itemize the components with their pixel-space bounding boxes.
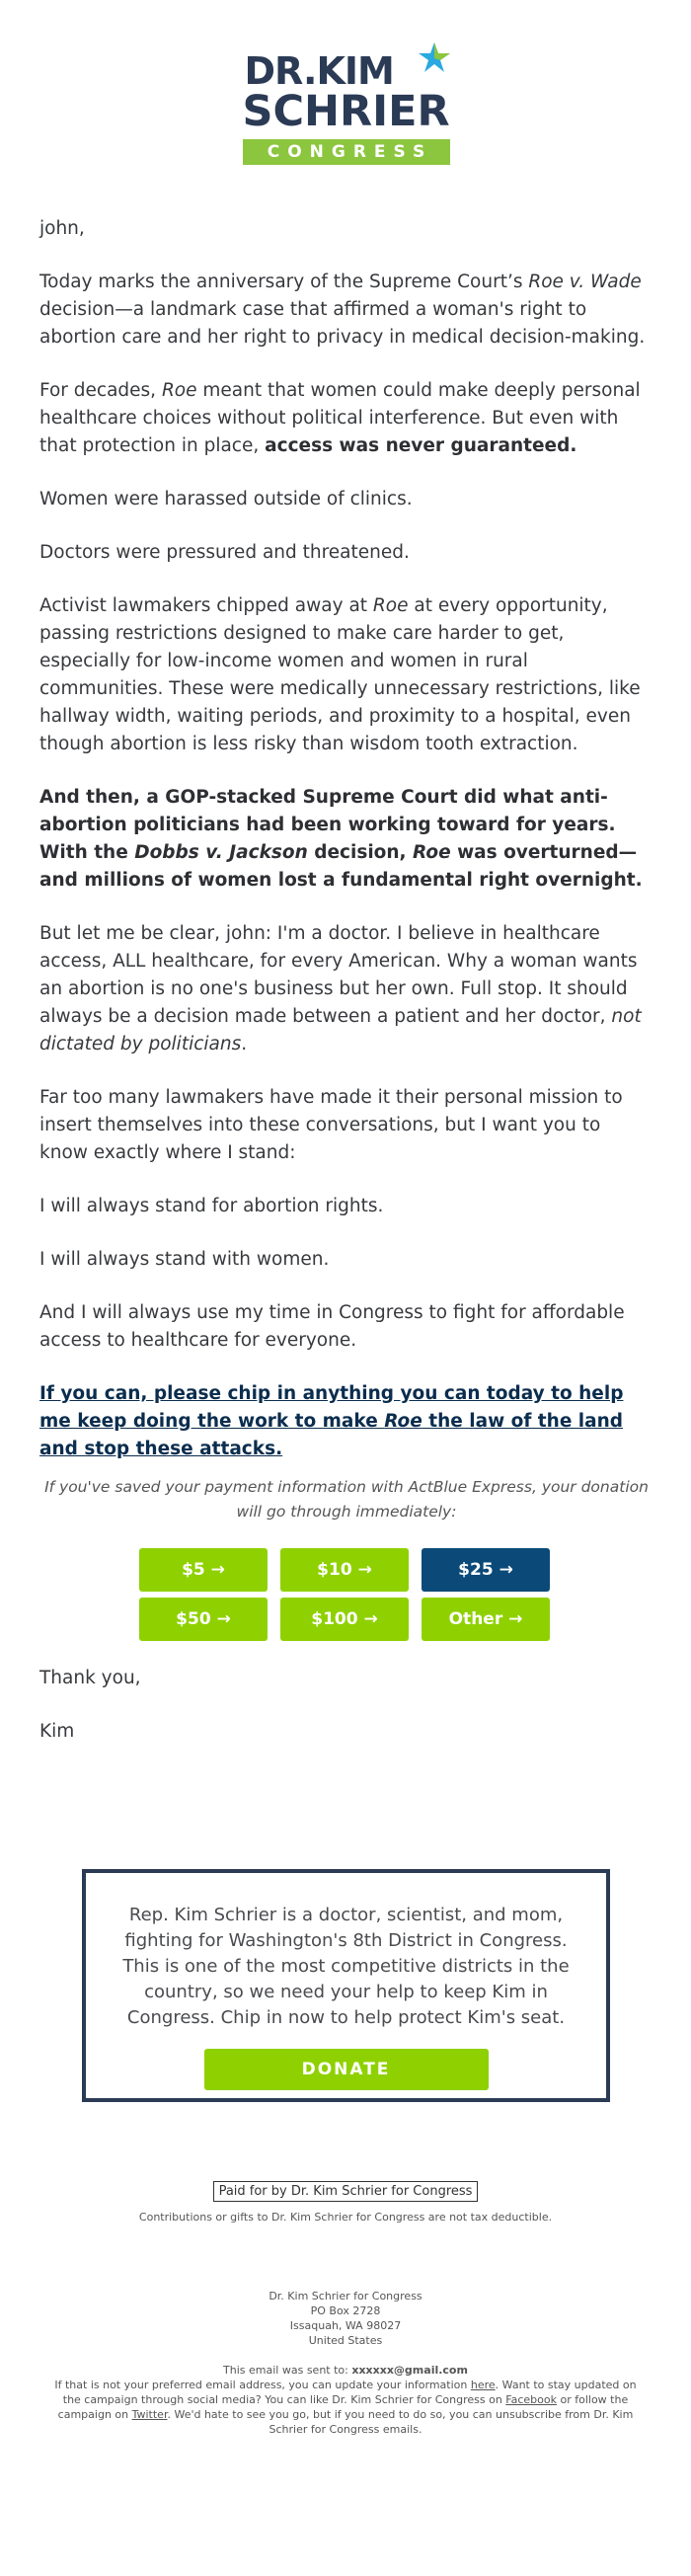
email-footer xyxy=(0,2180,691,2437)
text: If that is not your preferred email address, you can update your information xyxy=(54,2379,471,2391)
text: Today marks the anniversary of the Supreme Court’s xyxy=(39,272,529,292)
text: was overturned—and millions of women lost a fundamental right overnight. xyxy=(39,842,643,891)
campaign-logo[interactable] xyxy=(240,38,452,171)
logo-line3: CONGRESS xyxy=(243,139,450,165)
text: . xyxy=(241,1034,248,1054)
address-line: Dr. Kim Schrier for Congress xyxy=(269,2290,422,2303)
text: Activist lawmakers chipped away at xyxy=(39,595,373,616)
case-name: Roe xyxy=(161,380,197,401)
preferences-text xyxy=(44,2378,647,2437)
donate-5-button[interactable]: $5 → xyxy=(139,1548,268,1592)
text: meant that women could make deeply personal healthcare choices without political interference. But even with that protection in place, xyxy=(39,380,641,456)
paragraph-8: Far too many lawmakers have made it their personal mission to insert themselves into these conversations, but I want you to know exactly where I stand: xyxy=(39,1087,623,1163)
case-name: Roe xyxy=(384,1411,422,1432)
donate-other-button[interactable]: Other → xyxy=(422,1598,550,1641)
logo-header xyxy=(0,38,691,175)
paragraph-9: I will always stand for abortion rights. xyxy=(39,1196,384,1216)
text: But let me be clear, john: I'm a doctor. I believe in healthcare access, ALL healthcare, for every American. Why a woman wants an abortion is no one's business but her own. Full stop. It should always be a decision made between a patient and her doctor, xyxy=(39,923,638,1027)
donate-100-button[interactable]: $100 → xyxy=(280,1598,409,1641)
donation-buttons xyxy=(139,1548,554,1641)
text: And then, a GOP-stacked Supreme Court did what anti-abortion politicians had been working toward for years. With the xyxy=(39,787,616,863)
donate-25-button[interactable]: $25 → xyxy=(422,1548,550,1592)
recipient-email: xxxxxx@gmail.com xyxy=(351,2364,468,2377)
closing: Thank you, xyxy=(39,1668,141,1688)
paragraph-2 xyxy=(39,377,653,460)
twitter-link[interactable]: Twitter xyxy=(131,2408,168,2421)
donate-button[interactable]: DONATE xyxy=(204,2049,489,2090)
address-line: United States xyxy=(308,2334,383,2347)
donate-50-button[interactable]: $50 → xyxy=(139,1598,268,1641)
tax-note: Contributions or gifts to Dr. Kim Schrier for Congress are not tax deductible. xyxy=(138,2211,553,2224)
donation-ask xyxy=(39,1380,653,1463)
support-box xyxy=(82,1869,610,2102)
paragraph-4: Doctors were pressured and threatened. xyxy=(39,542,410,563)
sent-to-line xyxy=(0,2363,691,2378)
text: For decades, xyxy=(39,380,162,401)
paragraph-6 xyxy=(39,784,653,895)
case-name: Roe xyxy=(413,842,451,863)
text: decision—a landmark case that affirmed a woman's right to abortion care and her right to privacy in medical decision-making. xyxy=(39,299,646,348)
paid-for-disclaimer: Paid for by Dr. Kim Schrier for Congress xyxy=(213,2181,479,2202)
paragraph-5 xyxy=(39,592,653,758)
emphasis: access was never guaranteed. xyxy=(265,435,577,456)
paragraph-10: I will always stand with women. xyxy=(39,1249,330,1270)
address-line: Issaquah, WA 98027 xyxy=(289,2319,402,2332)
update-info-link[interactable]: here xyxy=(470,2379,496,2391)
address-line: PO Box 2728 xyxy=(310,2304,381,2317)
text: If you can, please chip in anything you can today to help me keep doing the work to make xyxy=(39,1383,624,1432)
paragraph-1 xyxy=(39,269,653,351)
sent-to-label: This email was sent to: xyxy=(223,2364,352,2377)
signature: Kim xyxy=(39,1721,75,1742)
email-body xyxy=(39,215,653,1771)
facebook-link[interactable]: Facebook xyxy=(505,2393,557,2406)
donation-ask-link[interactable] xyxy=(39,1383,623,1459)
logo-line1: DR.KIM xyxy=(244,49,394,93)
case-name: Roe xyxy=(372,595,409,616)
support-box-text: Rep. Kim Schrier is a doctor, scientist, and mom, fighting for Washington's 8th District in Congress. This is one of the most competitive districts in the country, so we need your help to keep Kim in Congress. Chip in now to help protect Kim's seat. xyxy=(122,1905,570,2028)
logo-line2: SCHRIER xyxy=(242,87,450,136)
text: . Want to stay updated on the campaign through social media? You can like Dr. Kim Schrier for Congress on xyxy=(62,2379,637,2406)
case-name: Dobbs v. Jackson xyxy=(134,842,308,863)
donate-10-button[interactable]: $10 → xyxy=(280,1548,409,1592)
text: or follow the campaign on xyxy=(57,2393,629,2421)
greeting: john, xyxy=(39,218,85,239)
case-name: Roe v. Wade xyxy=(528,272,642,292)
text: at every opportunity, passing restrictions designed to make care harder to get, especially for low-income women and women in rural communities. These were medically unnecessary restrictions, like hallway width, waiting periods, and proximity to a hospital, even though abortion is less risky than wisdom tooth extraction. xyxy=(39,595,641,754)
paragraph-11: And I will always use my time in Congress to fight for affordable access to healthcare for everyone. xyxy=(39,1302,625,1351)
text: decision, xyxy=(307,842,414,863)
paragraph-7 xyxy=(39,920,653,1058)
paragraph-3: Women were harassed outside of clinics. xyxy=(39,489,413,509)
emphasis: not dictated by politicians xyxy=(39,1006,642,1054)
mailing-address xyxy=(0,2289,691,2348)
text: . We'd hate to see you go, but if you need to do so, you can unsubscribe from Dr. Kim Schrier for Congress emails. xyxy=(167,2408,634,2436)
actblue-note: If you've saved your payment information with ActBlue Express, your donation will go through immediately: xyxy=(44,1478,649,1521)
text: the law of the land and stop these attacks. xyxy=(39,1411,624,1459)
star-icon xyxy=(418,41,451,75)
